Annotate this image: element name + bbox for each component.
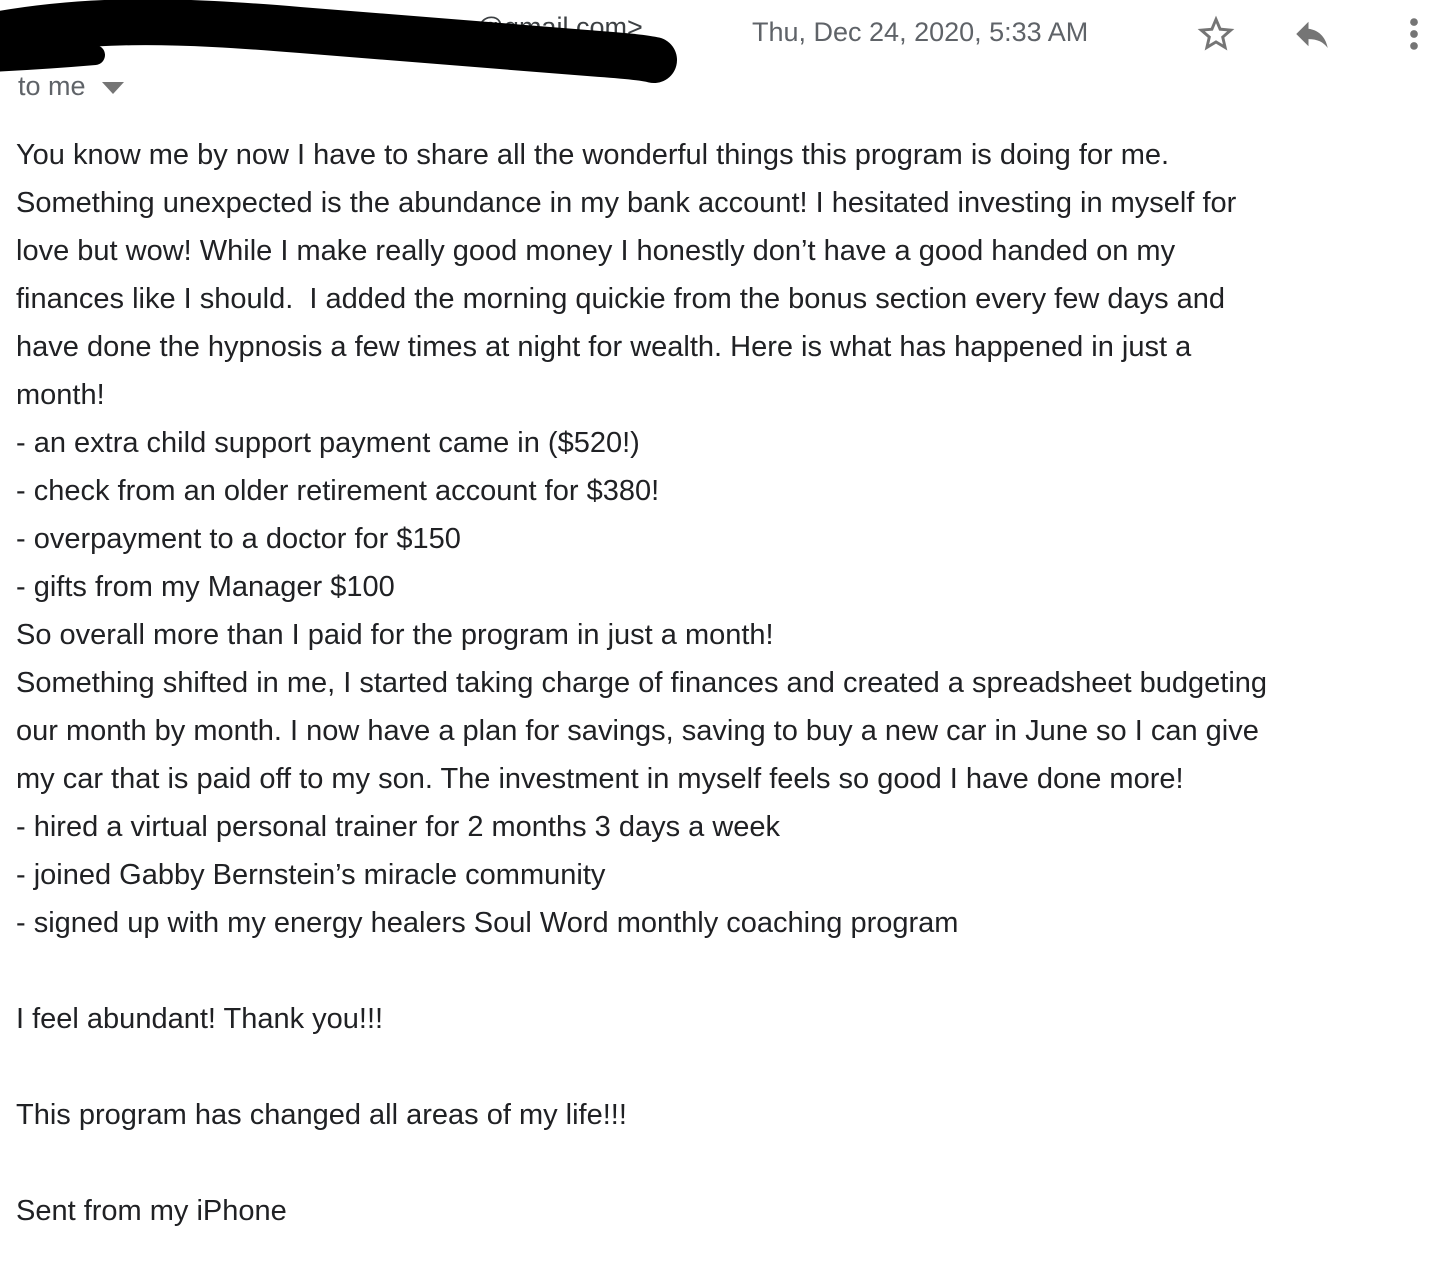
body-line xyxy=(16,947,1436,995)
body-line: I feel abundant! Thank you!!! xyxy=(16,1003,384,1035)
timestamp: Thu, Dec 24, 2020, 5:33 AM xyxy=(752,17,1089,47)
body-line: Something shifted in me, I started taking charge of finances and created a spreadsheet budgeting xyxy=(16,667,1268,699)
body-line xyxy=(16,1043,1436,1091)
reply-button[interactable] xyxy=(1288,10,1336,58)
body-line: - hired a virtual personal trainer for 2 months 3 days a week xyxy=(16,811,781,843)
body-line: - an extra child support payment came in ($520!) xyxy=(16,427,640,459)
reply-icon xyxy=(1291,13,1333,55)
body-line: You know me by now I have to share all the wonderful things this program is doing for me. xyxy=(16,139,1170,171)
body-line: This program has changed all areas of my life!!! xyxy=(16,1099,627,1131)
body-line: our month by month. I now have a plan for savings, saving to buy a new car in June so I can give xyxy=(16,715,1259,747)
body-line: love but wow! While I make really good money I honestly don’t have a good handed on my xyxy=(16,235,1176,267)
body-line: Sent from my iPhone xyxy=(16,1195,287,1227)
recipient-details-toggle[interactable] xyxy=(18,66,124,106)
body-line: have done the hypnosis a few times at night for wealth. Here is what has happened in just a xyxy=(16,331,1192,363)
body-line: month! xyxy=(16,379,105,411)
sender-email-fragment: ey@gmail.com> xyxy=(448,12,643,42)
email-header xyxy=(0,0,1452,128)
body-line: finances like I should. I added the morning quickie from the bonus section every few days and xyxy=(16,283,1226,315)
body-line: - signed up with my energy healers Soul Word monthly coaching program xyxy=(16,907,959,939)
body-line: Something unexpected is the abundance in my bank account! I hesitated investing in myself for xyxy=(16,187,1237,219)
more-options-button[interactable] xyxy=(1390,10,1438,58)
email-body xyxy=(16,131,1436,1235)
body-line: my car that is paid off to my son. The investment in myself feels so good I have done more! xyxy=(16,763,1184,795)
body-line: - gifts from my Manager $100 xyxy=(16,571,395,603)
more-vert-icon xyxy=(1392,12,1436,56)
star-icon xyxy=(1194,12,1238,56)
body-line: - joined Gabby Bernstein’s miracle community xyxy=(16,859,606,891)
recipient-label: to me xyxy=(18,70,86,101)
body-line: - check from an older retirement account for $380! xyxy=(16,475,660,507)
star-button[interactable] xyxy=(1192,10,1240,58)
body-line: - overpayment to a doctor for $150 xyxy=(16,523,461,555)
chevron-down-icon xyxy=(102,82,124,94)
body-line xyxy=(16,1139,1436,1187)
body-line: So overall more than I paid for the program in just a month! xyxy=(16,619,774,651)
